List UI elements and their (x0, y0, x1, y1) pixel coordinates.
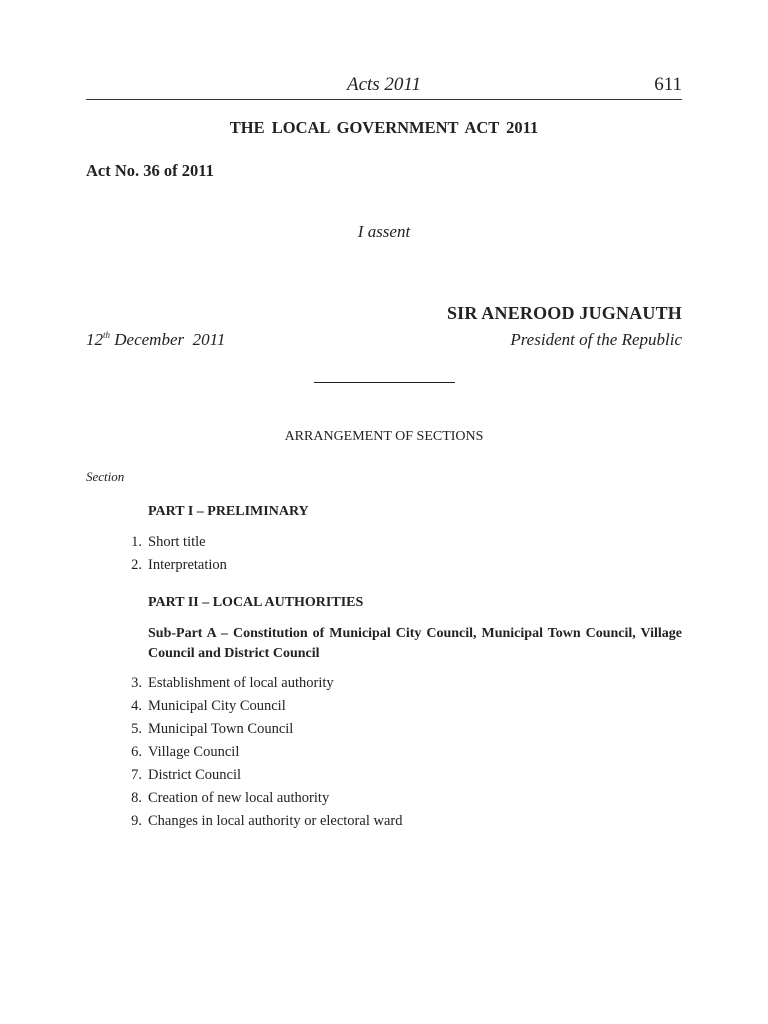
page-number: 611 (654, 74, 682, 95)
list-item (86, 787, 682, 810)
section-title: Municipal City Council (148, 698, 286, 714)
section-title: Municipal Town Council (148, 721, 294, 737)
list-item (86, 672, 682, 695)
subpart-a-heading: Sub-Part A – Constitution of Municipal City Council, Municipal Town Council, Village Council and District Council (148, 626, 682, 661)
list-item (86, 695, 682, 718)
list-item (86, 741, 682, 764)
section-number: 8. (131, 790, 142, 806)
list-item (86, 718, 682, 741)
running-header-title: Acts 2011 (346, 74, 422, 95)
president-name: SIR ANEROOD JUGNAUTH (446, 303, 682, 323)
section-number: 7. (131, 767, 142, 783)
divider-rule (314, 382, 455, 383)
arrangement-heading: ARRANGEMENT OF SECTIONS (284, 429, 484, 444)
section-column-label: Section (86, 469, 125, 484)
act-number: Act No. 36 of 2011 (86, 161, 214, 180)
section-number: 2. (131, 557, 142, 573)
assent-date-day: 12 (86, 330, 103, 349)
list-item (86, 554, 682, 577)
part-2-heading: PART II – LOCAL AUTHORITIES (148, 595, 364, 610)
list-item (86, 531, 682, 554)
section-number: 1. (131, 534, 142, 550)
section-title: District Council (148, 767, 242, 783)
section-number: 6. (131, 744, 142, 760)
section-title: Village Council (148, 744, 240, 760)
assent-date (86, 330, 225, 350)
section-number: 5. (131, 721, 142, 737)
section-title: Establishment of local authority (148, 675, 334, 691)
list-item (86, 764, 682, 787)
section-title: Changes in local authority or electoral ward (148, 813, 403, 829)
list-item (86, 810, 682, 833)
section-number: 3. (131, 675, 142, 691)
section-title: Short title (148, 534, 206, 550)
section-number: 9. (131, 813, 142, 829)
section-title: Interpretation (148, 557, 227, 573)
section-number: 4. (131, 698, 142, 714)
assent-text: I assent (357, 222, 411, 241)
president-title: President of the Republic (510, 330, 682, 349)
assent-date-rest: December 2011 (110, 330, 226, 349)
part-1-heading: PART I – PRELIMINARY (148, 504, 309, 519)
header-rule (86, 99, 682, 100)
section-title: Creation of new local authority (148, 790, 330, 806)
assent-date-suffix: th (103, 330, 111, 340)
act-title: THE LOCAL GOVERNMENT ACT 2011 (229, 118, 539, 137)
